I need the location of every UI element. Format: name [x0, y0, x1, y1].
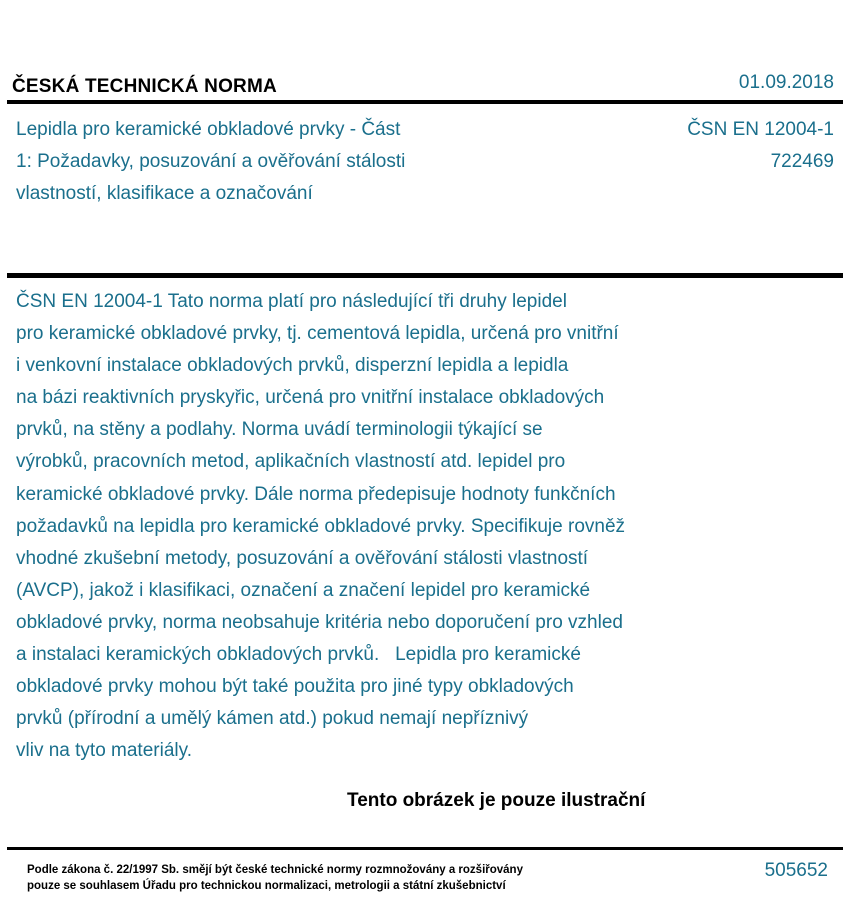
footer-divider: [7, 847, 843, 850]
abstract-line: na bázi reaktivních pryskyřic, určená pro vnitřní instalace obkladových: [16, 387, 605, 409]
abstract-line: vliv na tyto materiály.: [16, 740, 192, 762]
abstract-line: prvků (přírodní a umělý kámen atd.) pokud nemají nepříznivý: [16, 708, 529, 730]
standard-title: [16, 114, 486, 210]
abstract-line: i venkovní instalace obkladových prvků, disperzní lepidla a lepidla: [16, 355, 569, 377]
abstract-line: obkladové prvky mohou být také použita pro jiné typy obkladových: [16, 676, 574, 698]
standard-title-line: Lepidla pro keramické obkladové prvky - Část: [16, 119, 401, 140]
standard-title-line: vlastností, klasifikace a označování: [16, 183, 313, 204]
class-number: 722469: [770, 151, 834, 172]
abstract-line: prvků, na stěny a podlahy. Norma uvádí terminologii týkající se: [16, 419, 543, 441]
abstract-line: vhodné zkušební metody, posuzování a ověřování stálosti vlastností: [16, 547, 589, 569]
standard-identifier: [687, 114, 834, 178]
abstract-line: ČSN EN 12004-1 Tato norma platí pro následující tři druhy lepidel: [16, 291, 567, 312]
legal-notice-line: Podle zákona č. 22/1997 Sb. smějí být české technické normy rozmnožovány a rozšiřovány: [27, 864, 523, 876]
standard-code: ČSN EN 12004-1: [687, 119, 834, 140]
abstract-line: požadavků na lepidla pro keramické obkladové prvky. Specifikuje rovněž: [16, 515, 626, 537]
abstract-line: a instalaci keramických obkladových prvků. Lepidla pro keramické: [16, 644, 581, 666]
abstract-line: obkladové prvky, norma neobsahuje kritéria nebo doporučení pro vzhled: [16, 611, 623, 633]
legal-notice-line: pouze se souhlasem Úřadu pro technickou normalizaci, metrologii a státní zkušebnictví: [27, 880, 506, 892]
standard-title-line: 1: Požadavky, posuzování a ověřování stálosti: [16, 151, 406, 172]
section-divider: [7, 273, 843, 278]
abstract-line: výrobků, pracovních metod, aplikačních vlastností atd. lepidel pro: [16, 451, 566, 473]
document-number: 505652: [764, 860, 828, 881]
legal-notice: [27, 862, 523, 894]
publication-date: 01.09.2018: [738, 72, 834, 93]
top-divider: [7, 100, 843, 104]
page-title: ČESKÁ TECHNICKÁ NORMA: [12, 76, 277, 97]
abstract-line: keramické obkladové prvky. Dále norma předepisuje hodnoty funkčních: [16, 483, 616, 505]
abstract-text: [16, 286, 716, 767]
abstract-line: (AVCP), jakož i klasifikaci, označení a značení lepidel pro keramické: [16, 579, 591, 601]
abstract-line: pro keramické obkladové prvky, tj. cementová lepidla, určená pro vnitřní: [16, 323, 619, 345]
illustration-disclaimer: Tento obrázek je pouze ilustrační: [347, 790, 646, 811]
